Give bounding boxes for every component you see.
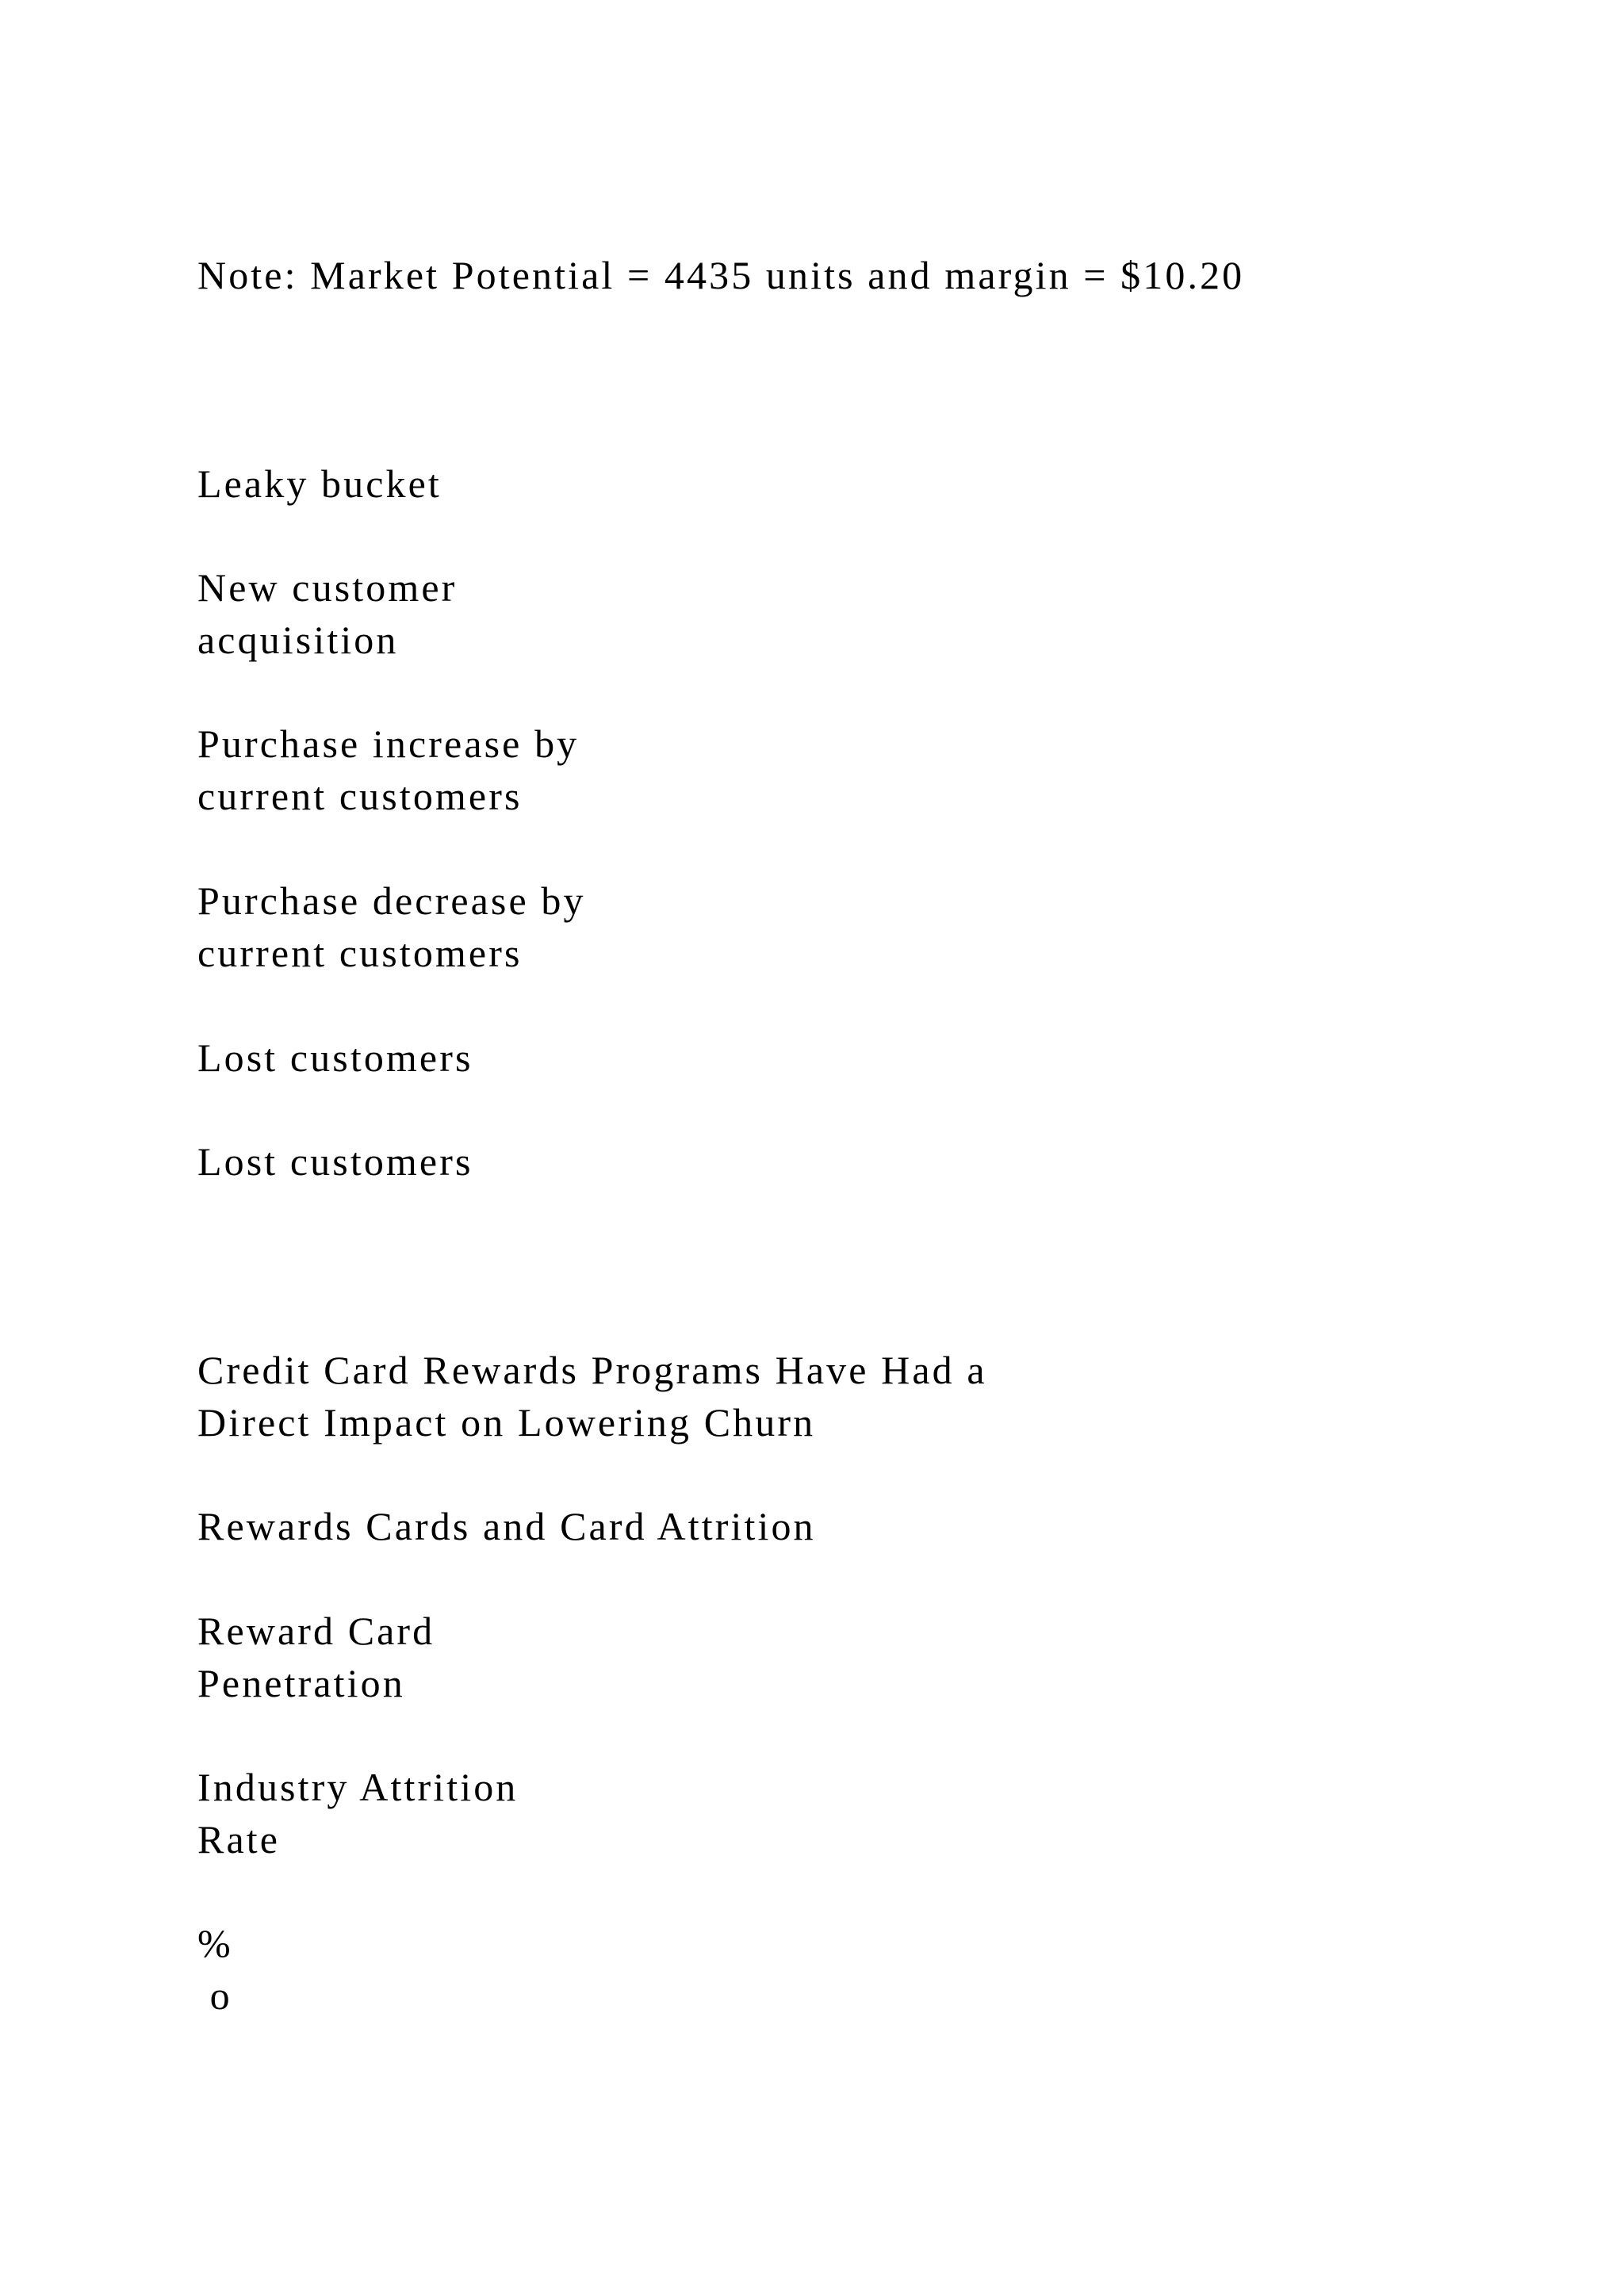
- label-industry-attrition: Industry Attrition: [197, 1765, 519, 1809]
- heading-credit-card-rewards: Credit Card Rewards Programs Have Had a: [197, 1348, 987, 1392]
- label-purchase-increase: Purchase increase by: [197, 721, 580, 766]
- label-purchase-decrease: Purchase decrease by: [197, 878, 586, 923]
- note-market-potential: Note: Market Potential = 4435 units and margin = $10.20: [197, 253, 1245, 297]
- label-lost-customers-2: Lost customers: [197, 1139, 473, 1184]
- heading-rewards-cards-attrition: Rewards Cards and Card Attrition: [197, 1504, 816, 1548]
- label-reward-card: Reward Card: [197, 1609, 435, 1653]
- heading-leaky-bucket: Leaky bucket: [197, 461, 442, 506]
- label-acquisition: acquisition: [197, 618, 399, 662]
- label-lost-customers-1: Lost customers: [197, 1035, 473, 1080]
- label-current-customers-1: current customers: [197, 774, 523, 818]
- heading-direct-impact: Direct Impact on Lowering Churn: [197, 1400, 816, 1445]
- label-penetration: Penetration: [197, 1661, 405, 1705]
- label-o: o: [197, 1973, 232, 2018]
- label-percent-sign: %: [197, 1921, 233, 1965]
- label-new-customer: New customer: [197, 565, 458, 610]
- label-rate: Rate: [197, 1817, 281, 1862]
- label-current-customers-2: current customers: [197, 931, 523, 975]
